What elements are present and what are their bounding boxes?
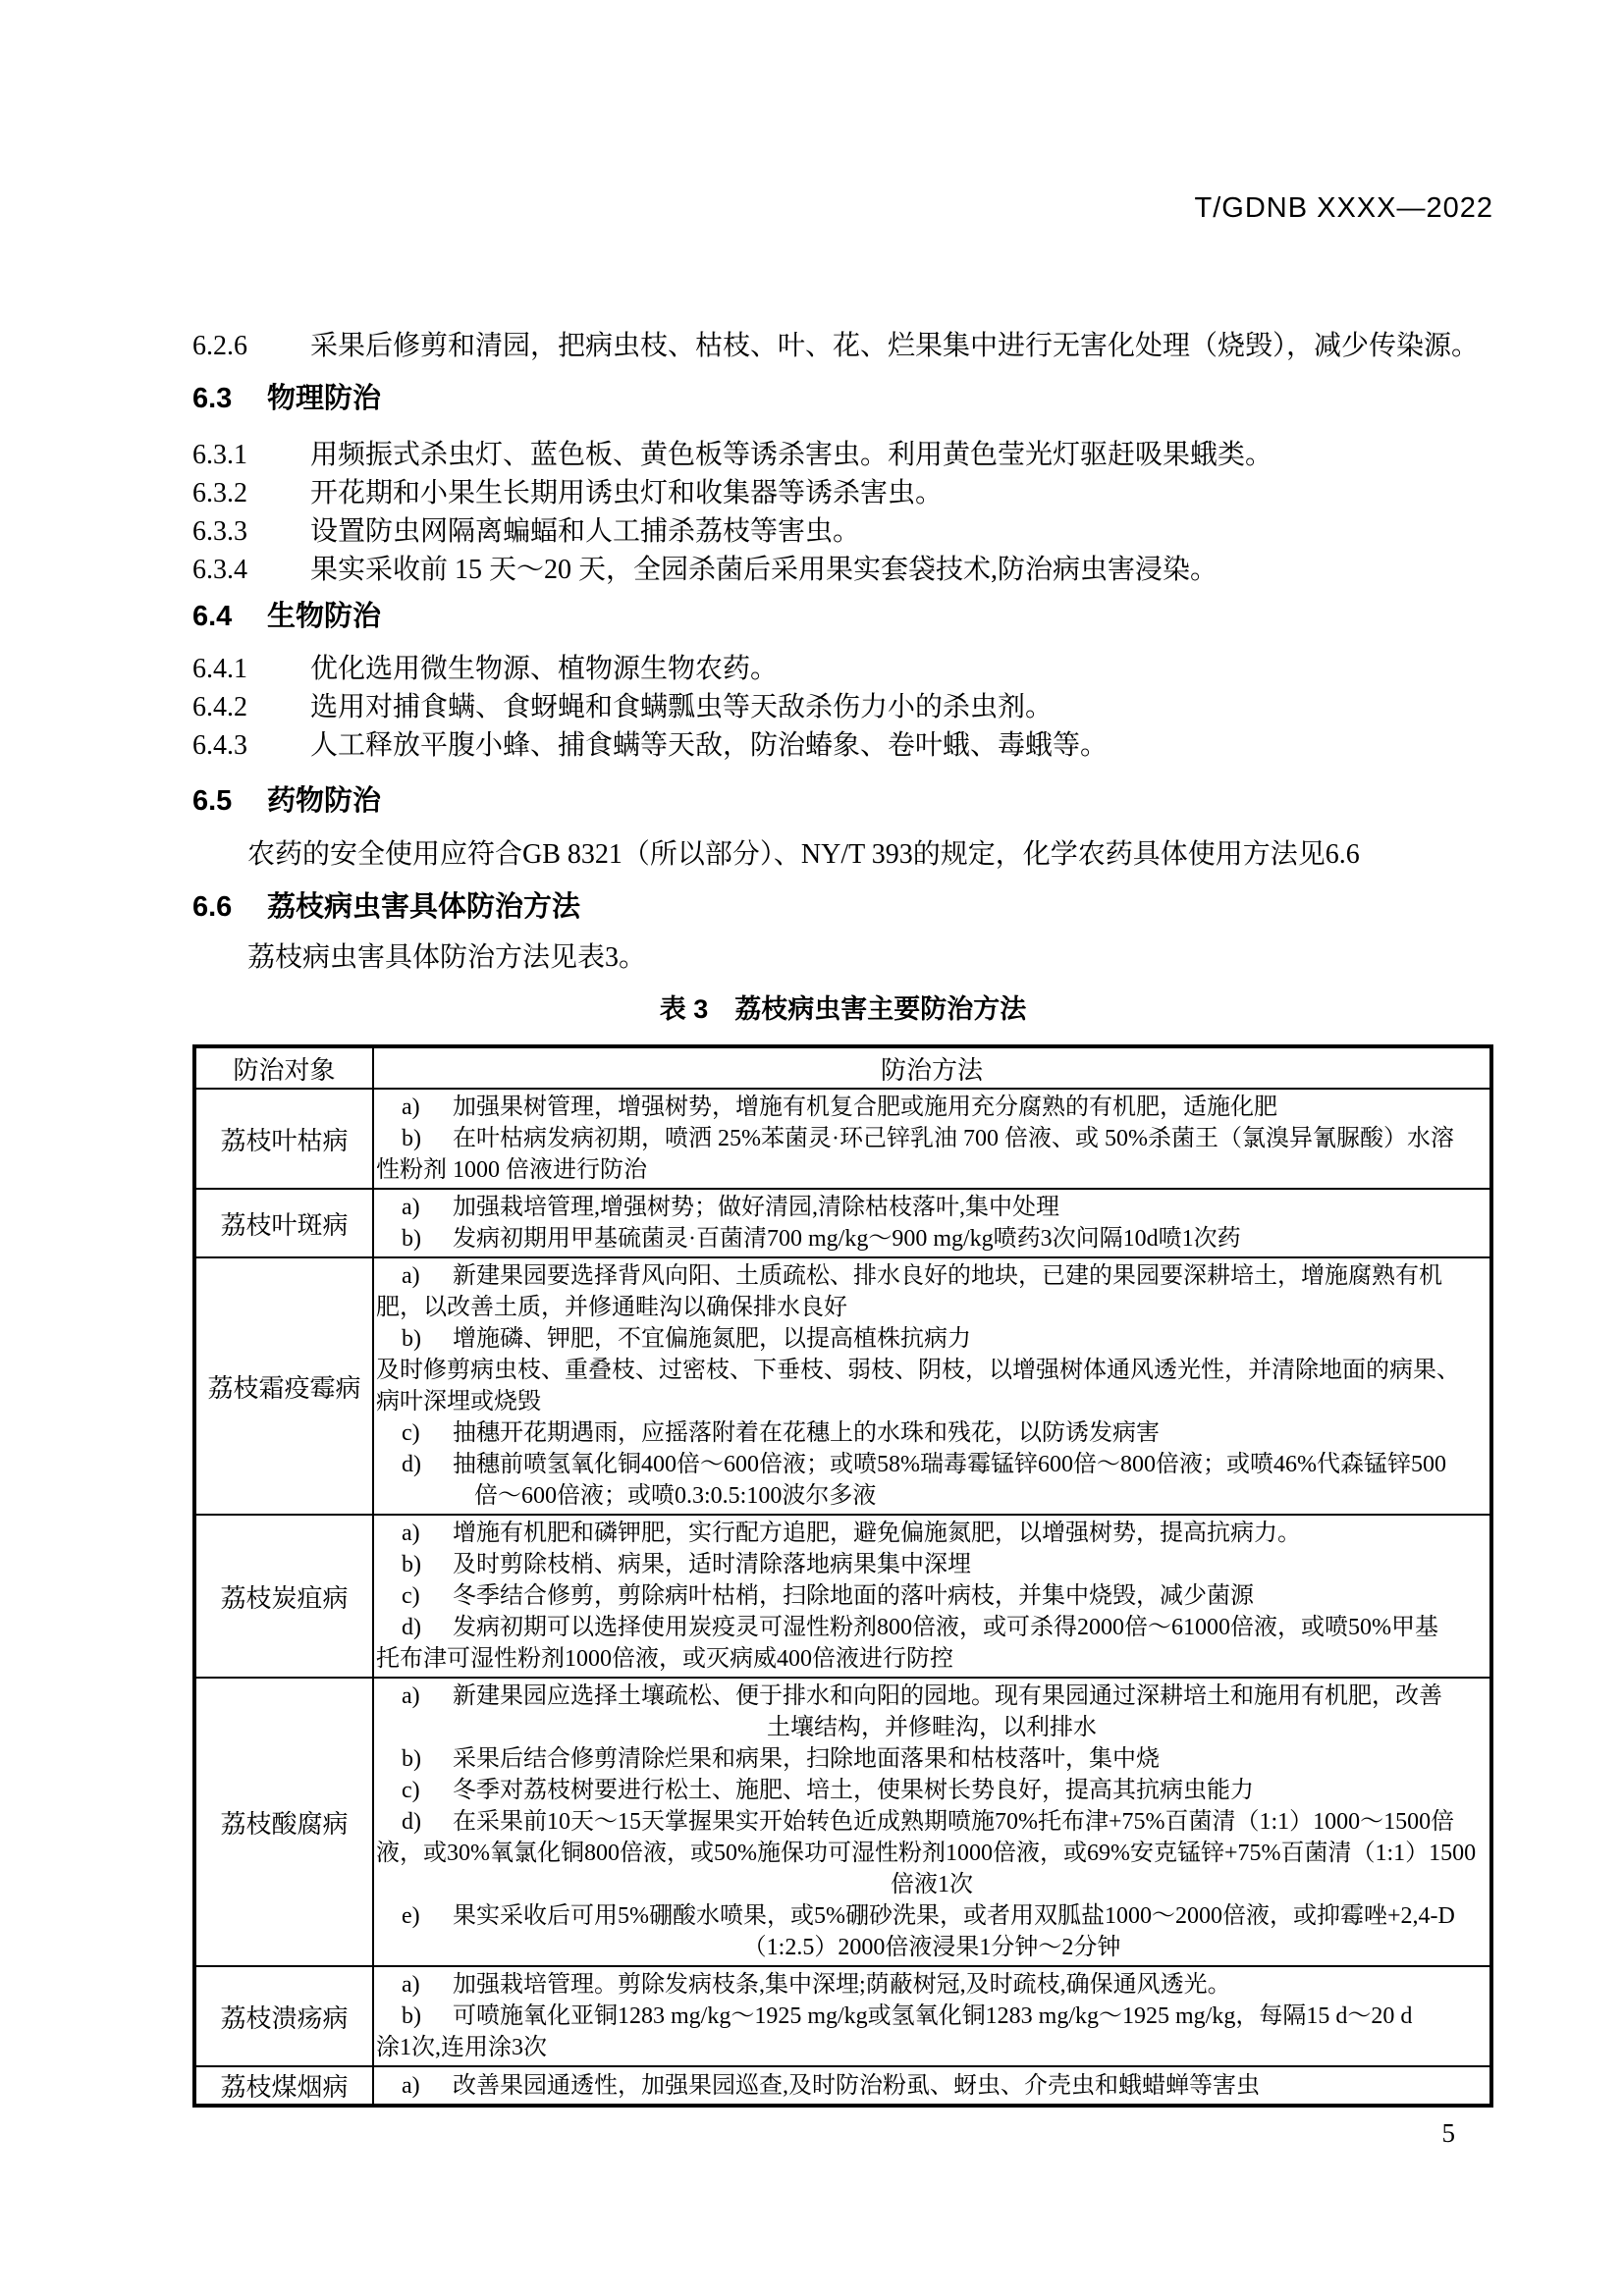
table-row-kuiyangbing [194,1966,1491,2066]
clause-number: 6.3.2 [192,478,247,508]
heading-title: 物理防治 [267,383,382,414]
table-row-suanfubing [194,1678,1491,1966]
method-label: d) [402,1615,421,1640]
method-line [376,1417,1488,1449]
method-text: 加强栽培管理,增强树势；做好清园,清除枯枝落叶,集中处理 [453,1195,1059,1220]
method-text: 在叶枯病发病初期，喷洒 25%苯菌灵·环己锌乳油 700 倍液、或 50%杀菌王（氯溴异氰脲酸）水溶 [453,1126,1454,1151]
method-label: b) [402,2003,421,2029]
method-text: 冬季结合修剪，剪除病叶枯梢，扫除地面的落叶病枝，并集中烧毁，减少菌源 [453,1583,1254,1609]
table-row-shuangyimeibing [194,1257,1491,1515]
table-header-row [194,1046,1491,1089]
clause-text: 开花期和小果生长期用诱虫灯和收集器等诱杀害虫。 [310,478,944,508]
method-label: d) [402,1809,421,1835]
method-text: 及时剪除枝梢、病果，适时清除落地病果集中深埋 [453,1552,971,1577]
method-line [376,1480,1488,1512]
heading-number: 6.3 [192,383,233,414]
clause-6-4-1 [192,650,1493,688]
method-label: a) [402,1263,420,1289]
methods-cell [373,1257,1491,1515]
method-text: 抽穗前喷氢氧化铜400倍～600倍液；或喷58%瑞毒霉锰锌600倍～800倍液；或喷46%代森锰锌500 [453,1452,1446,1477]
method-line [376,1932,1488,1963]
method-label: a) [402,2072,420,2099]
method-text: 液，或30%氧氯化铜800倍液，或50%施保功可湿性粉剂1000倍液，或69%安克锰锌+75%百菌清（1:1）1500 [376,1841,1477,1866]
pest-name-cell: 荔枝溃疡病 [194,1966,373,2066]
method-label: a) [402,1195,420,1220]
method-line [376,1449,1488,1480]
method-text: （1:2.5）2000倍液浸果1分钟～2分钟 [742,1935,1121,1960]
clause-text: 优化选用微生物源、植物源生物农药。 [310,654,779,684]
doc-code-header: T/GDNB XXXX—2022 [1194,192,1493,224]
table-3-title: 表 3 荔枝病虫害主要防治方法 [659,994,1027,1024]
clause-6-3-3 [192,512,1493,551]
method-line [376,1518,1488,1549]
paragraph-6-6: 荔枝病虫害具体防治方法见表3。 [247,942,647,973]
methods-cell [373,1089,1491,1189]
method-label: c) [402,1420,420,1446]
method-line [376,1612,1488,1643]
pest-name-cell: 荔枝炭疽病 [194,1515,373,1678]
method-text: 新建果园要选择背风向阳、土质疏松、排水良好的地块，已建的果园要深耕培土，增施腐熟有机 [453,1263,1442,1289]
method-text: 冬季对荔枝树要进行松土、施肥、培土，使果树长势良好，提高其抗病虫能力 [453,1778,1254,1803]
clause-text: 选用对捕食螨、食蚜蝇和食螨瓢虫等天敌杀伤力小的杀虫剂。 [310,692,1054,722]
heading-title: 药物防治 [267,785,382,817]
method-label: b) [402,1746,421,1772]
method-text: 发病初期可以选择使用炭疫灵可湿性粉剂800倍液，或可杀得2000倍～61000倍液，或喷50%甲基 [453,1615,1438,1640]
method-text: 肥，以改善土质，并修通畦沟以确保排水良好 [376,1295,847,1320]
method-text: 性粉剂 1000 倍液进行防治 [376,1157,647,1183]
method-text: 抽穗开花期遇雨，应摇落附着在花穗上的水珠和残花，以防诱发病害 [453,1420,1160,1446]
heading-number: 6.5 [192,785,233,817]
heading-number: 6.4 [192,601,233,632]
clause-6-2-6 [192,327,1493,365]
method-label: e) [402,1903,420,1929]
method-line [376,1192,1488,1223]
clause-text: 人工释放平腹小蜂、捕食螨等天敌，防治蝽象、卷叶蛾、毒蛾等。 [310,730,1109,761]
column-header-target: 防治对象 [194,1046,373,1089]
clause-text: 用频振式杀虫灯、蓝色板、黄色板等诱杀害虫。利用黄色莹光灯驱赶吸果蛾类。 [310,440,1273,470]
table-row-tanjubing [194,1515,1491,1678]
clause-6-4-3 [192,726,1493,765]
method-line [376,1123,1488,1154]
method-line [376,1743,1488,1775]
pest-control-table [192,1044,1493,2108]
method-label: d) [402,1452,421,1477]
methods-cell [373,1515,1491,1678]
clause-number: 6.4.1 [192,654,247,684]
heading-title: 荔枝病虫害具体防治方法 [267,891,581,923]
method-line [376,1223,1488,1255]
method-line [376,1775,1488,1806]
pest-name-cell: 荔枝酸腐病 [194,1678,373,1966]
method-label: c) [402,1583,420,1609]
method-text: 可喷施氧化亚铜1283 mg/kg～1925 mg/kg或氢氧化铜1283 mg/kg～1925 mg/kg，每隔15 d～20 d [453,2003,1413,2029]
column-header-method: 防治方法 [373,1046,1491,1089]
method-label: a) [402,1521,420,1546]
heading-6-4 [192,595,1493,638]
method-text: 改善果园通透性，加强果园巡查,及时防治粉虱、蚜虫、介壳虫和蛾蜡蝉等害虫 [453,2072,1260,2099]
page-content [192,0,1493,2108]
clause-number: 6.4.3 [192,730,247,761]
method-line [376,1806,1488,1838]
method-line [376,1355,1488,1386]
method-text: 采果后结合修剪清除烂果和病果，扫除地面落果和枯枝落叶，集中烧 [453,1746,1160,1772]
clause-number: 6.4.2 [192,692,247,722]
clause-6-3-2 [192,474,1493,512]
method-text: 加强果树管理，增强树势，增施有机复合肥或施用充分腐熟的有机肥，适施化肥 [453,1095,1277,1120]
heading-6-6 [192,885,1493,929]
method-text: 在采果前10天～15天掌握果实开始转色近成熟期喷施70%托布津+75%百菌清（1:1）1000～1500倍 [453,1809,1455,1835]
method-line [376,2032,1488,2063]
method-text: 发病初期用甲基硫菌灵·百菌清700 mg/kg～900 mg/kg喷药3次问隔10d喷1次药 [453,1226,1241,1252]
method-text: 增施磷、钾肥，不宜偏施氮肥，以提高植株抗病力 [453,1326,971,1352]
method-line [376,1681,1488,1712]
method-text: 及时修剪病虫枝、重叠枝、过密枝、下垂枝、弱枝、阴枝，以增强树体通风透光性，并清除地面的病果、 [376,1358,1460,1383]
methods-cell [373,1678,1491,1966]
method-line [376,1712,1488,1743]
method-text: 土壤结构，并修畦沟，以利排水 [767,1715,1097,1740]
clause-6-3-1 [192,436,1493,474]
method-label: a) [402,1095,420,1120]
clause-number: 6.3.3 [192,516,247,547]
pest-name-cell: 荔枝霜疫霉病 [194,1257,373,1515]
methods-cell [373,1189,1491,1257]
clause-text: 采果后修剪和清园，把病虫枝、枯枝、叶、花、烂果集中进行无害化处理（烧毁），减少传染源。 [310,331,1480,361]
methods-cell [373,2066,1491,2106]
method-text: 涂1次,连用涂3次 [376,2035,547,2060]
table-row-yekubing [194,1089,1491,1189]
pest-name-cell: 荔枝叶斑病 [194,1189,373,1257]
method-line [376,2070,1488,2102]
clause-6-3-4 [192,551,1493,589]
method-label: c) [402,1778,420,1803]
heading-title: 生物防治 [267,601,382,632]
method-label: b) [402,1552,421,1577]
pest-name-cell: 荔枝叶枯病 [194,1089,373,1189]
method-text: 倍液1次 [891,1872,973,1897]
method-label: b) [402,1226,421,1252]
method-text: 加强栽培管理。剪除发病枝条,集中深埋;荫蔽树冠,及时疏枝,确保通风透光。 [453,1972,1231,1998]
method-line [376,1900,1488,1932]
method-line [376,1092,1488,1123]
method-line [376,1643,1488,1675]
method-line [376,1838,1488,1869]
pest-name-cell: 荔枝煤烟病 [194,2066,373,2106]
clause-number: 6.3.4 [192,555,247,585]
clause-number: 6.3.1 [192,440,247,470]
method-label: b) [402,1126,421,1151]
clause-6-4-2 [192,688,1493,726]
methods-cell [373,1966,1491,2066]
heading-6-3 [192,377,1493,420]
table-row-yebanbing [194,1189,1491,1257]
method-line [376,1323,1488,1355]
method-text: 新建果园应选择土壤疏松、便于排水和向阳的园地。现有果园通过深耕培土和施用有机肥，改善 [453,1683,1442,1709]
clause-text: 设置防虫网隔离蝙蝠和人工捕杀荔枝等害虫。 [310,516,861,547]
method-text: 倍～600倍液；或喷0.3:0.5:100波尔多液 [474,1483,877,1509]
method-label: a) [402,1683,420,1709]
method-line [376,2001,1488,2032]
heading-number: 6.6 [192,891,233,923]
table-row-meiyanbing [194,2066,1491,2106]
method-line [376,1292,1488,1323]
method-label: a) [402,1972,420,1998]
method-line [376,1154,1488,1186]
method-label: b) [402,1326,421,1352]
method-line [376,1260,1488,1292]
paragraph-6-5: 农药的安全使用应符合GB 8321（所以部分）、NY/T 393的规定，化学农药具体使用方法见6.6 [247,839,1360,870]
method-text: 果实采收后可用5%硼酸水喷果，或5%硼砂洗果，或者用双胍盐1000～2000倍液，或抑霉唑+2,4-D [453,1903,1455,1929]
clause-number: 6.2.6 [192,331,247,361]
heading-6-5 [192,779,1493,823]
clause-text: 果实采收前 15 天～20 天，全园杀菌后采用果实套袋技术,防治病虫害浸染。 [310,555,1218,585]
method-text: 增施有机肥和磷钾肥，实行配方追肥，避免偏施氮肥，以增强树势，提高抗病力。 [453,1521,1301,1546]
method-line [376,1386,1488,1417]
method-line [376,1580,1488,1612]
method-line [376,1549,1488,1580]
method-line [376,1869,1488,1900]
method-text: 病叶深埋或烧毁 [376,1389,541,1415]
method-line [376,1969,1488,2001]
method-text: 托布津可湿性粉剂1000倍液，或灭病威400倍液进行防控 [376,1646,953,1672]
page-number: 5 [1441,2118,1455,2148]
